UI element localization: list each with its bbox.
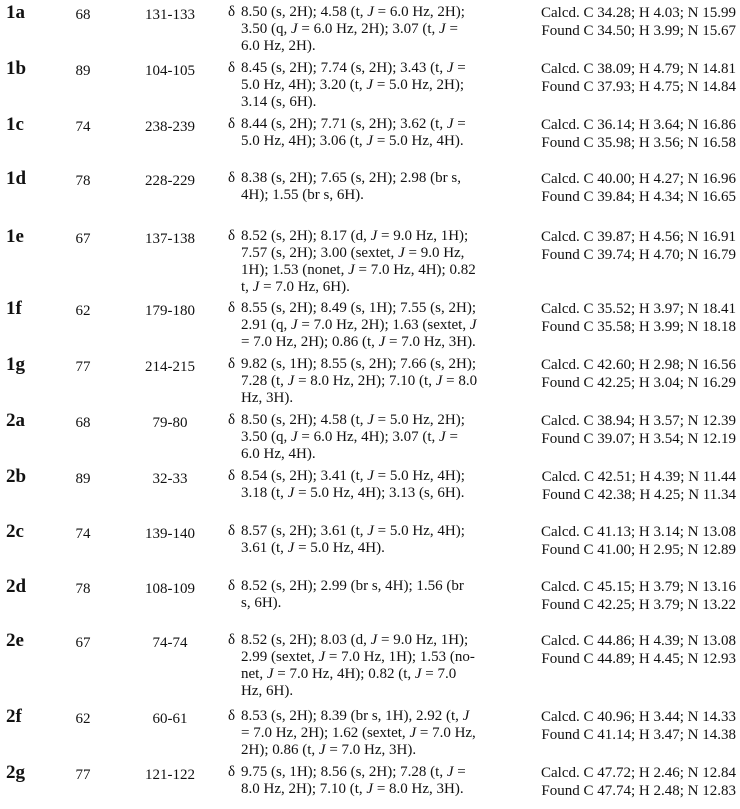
- calcd-values: Calcd. C 39.87; H 4.56; N 16.91: [541, 229, 736, 245]
- elemental-analysis: [510, 412, 736, 448]
- calcd-values: Calcd. C 41.13; H 3.14; N 13.08: [541, 524, 736, 540]
- nmr-line: 8.50 (s, 2H); 4.58 (t, J = 6.0 Hz, 2H);: [241, 4, 465, 20]
- yield-value: 62: [75, 303, 91, 319]
- melting-point: 104-105: [145, 63, 195, 79]
- nmr-line: 2.91 (q, J = 7.0 Hz, 2H); 1.63 (sextet, J: [241, 317, 477, 333]
- nmr-data: δ 8.54 (s, 2H); 3.41 (t, J = 5.0 Hz, 4H); 3.18 (t, J = 5.0 Hz, 4H); 3.13 (s, 6H).: [228, 468, 506, 502]
- calcd-values: Calcd. C 45.15; H 3.79; N 13.16: [541, 579, 736, 595]
- nmr-line: 8.53 (s, 2H); 8.39 (br s, 1H), 2.92 (t, J: [241, 708, 470, 724]
- nmr-line: 6.0 Hz, 2H).: [241, 38, 316, 54]
- nmr-line: = 7.0 Hz, 2H); 0.86 (t, J = 7.0 Hz, 3H).: [241, 334, 476, 350]
- nmr-line: 8.54 (s, 2H); 3.41 (t, J = 5.0 Hz, 4H);: [241, 468, 465, 484]
- melting-point: 60-61: [152, 711, 188, 727]
- found-values: Found C 39.74; H 4.70; N 16.79: [541, 247, 736, 263]
- compound-id: 1d: [6, 168, 27, 189]
- nmr-line: 8.50 (s, 2H); 4.58 (t, J = 5.0 Hz, 2H);: [241, 412, 465, 428]
- calcd-values: Calcd. C 47.72; H 2.46; N 12.84: [541, 765, 736, 781]
- nmr-line: 8.44 (s, 2H); 7.71 (s, 2H); 3.62 (t, J =: [241, 116, 466, 132]
- found-values: Found C 42.38; H 4.25; N 11.34: [541, 487, 736, 503]
- yield-value: 67: [75, 635, 91, 651]
- calcd-values: Calcd. C 42.51; H 4.39; N 11.44: [541, 469, 736, 485]
- nmr-line: 3.50 (q, J = 6.0 Hz, 2H); 3.07 (t, J =: [241, 21, 458, 37]
- yield-value: 77: [75, 767, 91, 783]
- nmr-line: 7.57 (s, 2H); 3.00 (sextet, J = 9.0 Hz,: [241, 245, 465, 261]
- nmr-line: 6.0 Hz, 4H).: [241, 446, 316, 462]
- nmr-line: 3.14 (s, 6H).: [241, 94, 317, 110]
- elemental-analysis: [510, 228, 736, 264]
- nmr-data: δ 8.52 (s, 2H); 2.99 (br s, 4H); 1.56 (br s, 6H).: [228, 578, 506, 612]
- melting-point: 137-138: [145, 231, 195, 247]
- yield-value: 78: [75, 173, 91, 189]
- found-values: Found C 39.84; H 4.34; N 16.65: [541, 189, 736, 205]
- nmr-line: 7.28 (t, J = 8.0 Hz, 2H); 7.10 (t, J = 8.0: [241, 373, 478, 389]
- nmr-line: = 7.0 Hz, 2H); 1.62 (sextet, J = 7.0 Hz,: [241, 725, 476, 741]
- nmr-line: 8.0 Hz, 2H); 7.10 (t, J = 8.0 Hz, 3H).: [241, 781, 464, 797]
- compound-id: 2f: [6, 706, 22, 727]
- nmr-line: 4H); 1.55 (br s, 6H).: [241, 187, 364, 203]
- melting-point: 179-180: [145, 303, 195, 319]
- melting-point: 214-215: [145, 359, 195, 375]
- calcd-values: Calcd. C 38.09; H 4.79; N 14.81: [541, 61, 736, 77]
- nmr-line: 9.82 (s, 1H); 8.55 (s, 2H); 7.66 (s, 2H);: [241, 356, 476, 372]
- nmr-line: 5.0 Hz, 4H); 3.06 (t, J = 5.0 Hz, 4H).: [241, 133, 464, 149]
- found-values: Found C 41.00; H 2.95; N 12.89: [541, 542, 736, 558]
- calcd-values: Calcd. C 38.94; H 3.57; N 12.39: [541, 413, 736, 429]
- elemental-analysis: [510, 578, 736, 614]
- elemental-analysis: [510, 60, 736, 96]
- melting-point: 121-122: [145, 767, 195, 783]
- elemental-analysis: [510, 170, 736, 206]
- nmr-line: 8.55 (s, 2H); 8.49 (s, 1H); 7.55 (s, 2H);: [241, 300, 476, 316]
- nmr-data: δ 9.75 (s, 1H); 8.56 (s, 2H); 7.28 (t, J = 8.0 Hz, 2H); 7.10 (t, J = 8.0 Hz, 3H).: [228, 764, 506, 798]
- nmr-line: 2.99 (sextet, J = 7.0 Hz, 1H); 1.53 (no-: [241, 649, 475, 665]
- found-values: Found C 42.25; H 3.04; N 16.29: [541, 375, 736, 391]
- melting-point: 131-133: [145, 7, 195, 23]
- melting-point: 108-109: [145, 581, 195, 597]
- found-values: Found C 39.07; H 3.54; N 12.19: [541, 431, 736, 447]
- nmr-data: δ 8.50 (s, 2H); 4.58 (t, J = 5.0 Hz, 2H); 3.50 (q, J = 6.0 Hz, 4H); 3.07 (t, J = 6.0 Hz, 4H).: [228, 412, 506, 463]
- calcd-values: Calcd. C 35.52; H 3.97; N 18.41: [541, 301, 736, 317]
- nmr-line: 3.61 (t, J = 5.0 Hz, 4H).: [241, 540, 385, 556]
- nmr-line: Hz, 6H).: [241, 683, 294, 699]
- calcd-values: Calcd. C 34.28; H 4.03; N 15.99: [541, 5, 736, 21]
- nmr-data: δ 8.53 (s, 2H); 8.39 (br s, 1H), 2.92 (t, J = 7.0 Hz, 2H); 1.62 (sextet, J = 7.0 Hz, 2H); 0.86 (t, J = 7.0 Hz, 3H).: [228, 708, 506, 759]
- nmr-line: 1H); 1.53 (nonet, J = 7.0 Hz, 4H); 0.82: [241, 262, 476, 278]
- found-values: Found C 41.14; H 3.47; N 14.38: [541, 727, 736, 743]
- nmr-line: 8.45 (s, 2H); 7.74 (s, 2H); 3.43 (t, J =: [241, 60, 466, 76]
- compound-id: 1e: [6, 226, 24, 247]
- compound-id: 1a: [6, 2, 25, 23]
- nmr-line: net, J = 7.0 Hz, 4H); 0.82 (t, J = 7.0: [241, 666, 457, 682]
- elemental-analysis: [510, 708, 736, 744]
- elemental-analysis: [510, 300, 736, 336]
- nmr-line: 3.18 (t, J = 5.0 Hz, 4H); 3.13 (s, 6H).: [241, 485, 465, 501]
- calcd-values: Calcd. C 42.60; H 2.98; N 16.56: [541, 357, 736, 373]
- nmr-line: 8.52 (s, 2H); 8.17 (d, J = 9.0 Hz, 1H);: [241, 228, 469, 244]
- yield-value: 89: [75, 471, 91, 487]
- elemental-analysis: [510, 632, 736, 668]
- calcd-values: Calcd. C 40.96; H 3.44; N 14.33: [541, 709, 736, 725]
- found-values: Found C 35.98; H 3.56; N 16.58: [541, 135, 736, 151]
- found-values: Found C 34.50; H 3.99; N 15.67: [541, 23, 736, 39]
- calcd-values: Calcd. C 36.14; H 3.64; N 16.86: [541, 117, 736, 133]
- nmr-data: δ 8.55 (s, 2H); 8.49 (s, 1H); 7.55 (s, 2H); 2.91 (q, J = 7.0 Hz, 2H); 1.63 (sextet, J = 7.0 Hz, 2H); 0.86 (t, J = 7.0 Hz, 3H).: [228, 300, 506, 351]
- nmr-data: δ 8.38 (s, 2H); 7.65 (s, 2H); 2.98 (br s, 4H); 1.55 (br s, 6H).: [228, 170, 506, 204]
- elemental-analysis: [510, 523, 736, 559]
- yield-value: 77: [75, 359, 91, 375]
- found-values: Found C 42.25; H 3.79; N 13.22: [541, 597, 736, 613]
- nmr-data: δ 8.45 (s, 2H); 7.74 (s, 2H); 3.43 (t, J = 5.0 Hz, 4H); 3.20 (t, J = 5.0 Hz, 2H); 3.14 (s, 6H).: [228, 60, 506, 111]
- melting-point: 74-74: [152, 635, 188, 651]
- yield-value: 62: [75, 711, 91, 727]
- compound-id: 2g: [6, 762, 25, 783]
- nmr-line: Hz, 3H).: [241, 390, 294, 406]
- yield-value: 89: [75, 63, 91, 79]
- calcd-values: Calcd. C 44.86; H 4.39; N 13.08: [541, 633, 736, 649]
- found-values: Found C 35.58; H 3.99; N 18.18: [541, 319, 736, 335]
- nmr-line: 8.57 (s, 2H); 3.61 (t, J = 5.0 Hz, 4H);: [241, 523, 465, 539]
- yield-value: 67: [75, 231, 91, 247]
- nmr-data: δ 8.52 (s, 2H); 8.17 (d, J = 9.0 Hz, 1H); 7.57 (s, 2H); 3.00 (sextet, J = 9.0 Hz, 1H); 1.53 (nonet, J = 7.0 Hz, 4H); 0.82 t, J = 7.0 Hz, 6H).: [228, 228, 506, 296]
- melting-point: 79-80: [152, 415, 188, 431]
- nmr-line: 8.52 (s, 2H); 2.99 (br s, 4H); 1.56 (br: [241, 578, 464, 594]
- melting-point: 238-239: [145, 119, 195, 135]
- compound-id: 1b: [6, 58, 27, 79]
- elemental-analysis: [510, 356, 736, 392]
- found-values: Found C 47.74; H 2.48; N 12.83: [541, 783, 736, 799]
- yield-value: 74: [75, 526, 91, 542]
- nmr-line: 8.38 (s, 2H); 7.65 (s, 2H); 2.98 (br s,: [241, 170, 461, 186]
- compound-id: 1c: [6, 114, 24, 135]
- melting-point: 139-140: [145, 526, 195, 542]
- compound-id: 1f: [6, 298, 22, 319]
- nmr-data: δ 8.50 (s, 2H); 4.58 (t, J = 6.0 Hz, 2H); 3.50 (q, J = 6.0 Hz, 2H); 3.07 (t, J = 6.0 Hz, 2H).: [228, 4, 506, 55]
- nmr-line: 5.0 Hz, 4H); 3.20 (t, J = 5.0 Hz, 2H);: [241, 77, 465, 93]
- elemental-analysis: [510, 468, 736, 504]
- yield-value: 68: [75, 7, 91, 23]
- yield-value: 78: [75, 581, 91, 597]
- compound-id: 2a: [6, 410, 25, 431]
- nmr-data: δ 8.57 (s, 2H); 3.61 (t, J = 5.0 Hz, 4H); 3.61 (t, J = 5.0 Hz, 4H).: [228, 523, 506, 557]
- compound-id: 1g: [6, 354, 25, 375]
- nmr-line: s, 6H).: [241, 595, 282, 611]
- compound-id: 2d: [6, 576, 27, 597]
- nmr-data: δ 8.52 (s, 2H); 8.03 (d, J = 9.0 Hz, 1H); 2.99 (sextet, J = 7.0 Hz, 1H); 1.53 (no- net, J = 7.0 Hz, 4H); 0.82 (t, J = 7.0 Hz, 6H).: [228, 632, 506, 700]
- nmr-line: 9.75 (s, 1H); 8.56 (s, 2H); 7.28 (t, J =: [241, 764, 466, 780]
- nmr-data: δ 8.44 (s, 2H); 7.71 (s, 2H); 3.62 (t, J = 5.0 Hz, 4H); 3.06 (t, J = 5.0 Hz, 4H).: [228, 116, 506, 150]
- melting-point: 228-229: [145, 173, 195, 189]
- nmr-data: δ 9.82 (s, 1H); 8.55 (s, 2H); 7.66 (s, 2H); 7.28 (t, J = 8.0 Hz, 2H); 7.10 (t, J = 8.0 Hz, 3H).: [228, 356, 506, 407]
- found-values: Found C 44.89; H 4.45; N 12.93: [541, 651, 736, 667]
- calcd-values: Calcd. C 40.00; H 4.27; N 16.96: [541, 171, 736, 187]
- compound-id: 2e: [6, 630, 24, 651]
- found-values: Found C 37.93; H 4.75; N 14.84: [541, 79, 736, 95]
- nmr-line: t, J = 7.0 Hz, 6H).: [241, 279, 350, 295]
- nmr-line: 8.52 (s, 2H); 8.03 (d, J = 9.0 Hz, 1H);: [241, 632, 469, 648]
- nmr-line: 2H); 0.86 (t, J = 7.0 Hz, 3H).: [241, 742, 417, 758]
- yield-value: 74: [75, 119, 91, 135]
- compound-id: 2b: [6, 466, 27, 487]
- elemental-analysis: [510, 4, 736, 40]
- elemental-analysis: [510, 116, 736, 152]
- yield-value: 68: [75, 415, 91, 431]
- melting-point: 32-33: [152, 471, 188, 487]
- elemental-analysis: [510, 764, 736, 800]
- compound-id: 2c: [6, 521, 24, 542]
- nmr-line: 3.50 (q, J = 6.0 Hz, 4H); 3.07 (t, J =: [241, 429, 458, 445]
